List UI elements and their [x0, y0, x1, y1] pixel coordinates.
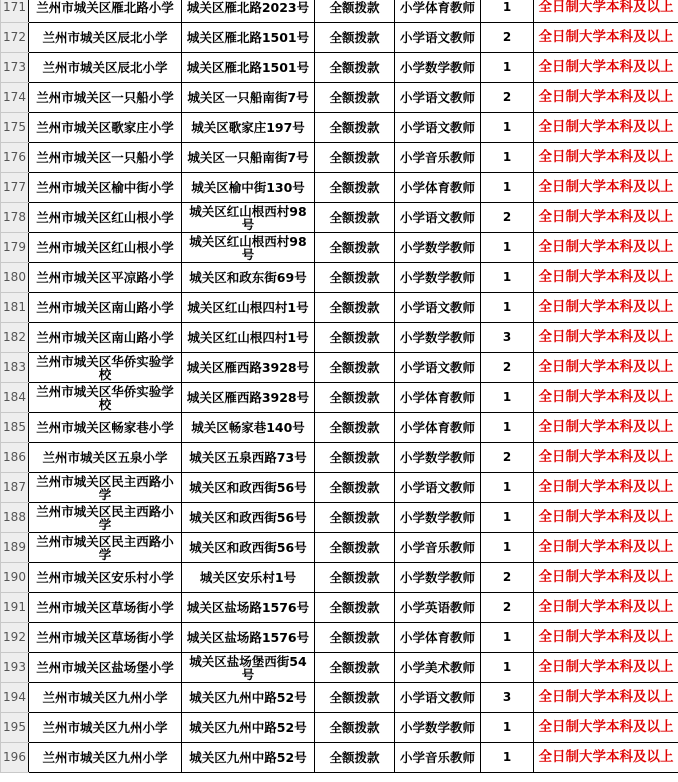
position-cell[interactable]: 小学语文教师	[395, 23, 481, 53]
table-row[interactable]	[1, 713, 678, 743]
row-number[interactable]: 195	[1, 713, 29, 743]
education-cell[interactable]: 全日制大学本科及以上	[534, 443, 678, 473]
school-cell[interactable]: 兰州市城关区安乐村小学	[29, 563, 182, 593]
education-cell[interactable]: 全日制大学本科及以上	[534, 743, 678, 773]
table-row[interactable]	[1, 113, 678, 143]
education-cell[interactable]: 全日制大学本科及以上	[534, 83, 678, 113]
position-cell[interactable]: 小学美术教师	[395, 653, 481, 683]
row-number[interactable]: 180	[1, 263, 29, 293]
position-cell[interactable]: 小学数学教师	[395, 233, 481, 263]
school-cell[interactable]: 兰州市城关区雁北路小学	[29, 0, 182, 23]
row-number[interactable]: 184	[1, 383, 29, 413]
funding-cell[interactable]: 全额拨款	[315, 533, 395, 563]
school-cell[interactable]: 兰州市城关区九州小学	[29, 683, 182, 713]
school-cell[interactable]: 兰州市城关区歌家庄小学	[29, 113, 182, 143]
count-cell[interactable]: 1	[481, 473, 534, 503]
table-row[interactable]	[1, 653, 678, 683]
address-cell[interactable]: 城关区盐场路1576号	[182, 623, 315, 653]
table-row[interactable]	[1, 593, 678, 623]
funding-cell[interactable]: 全额拨款	[315, 83, 395, 113]
funding-cell[interactable]: 全额拨款	[315, 473, 395, 503]
table-row[interactable]	[1, 683, 678, 713]
row-number[interactable]: 190	[1, 563, 29, 593]
position-cell[interactable]: 小学语文教师	[395, 203, 481, 233]
education-cell[interactable]: 全日制大学本科及以上	[534, 503, 678, 533]
table-row[interactable]	[1, 23, 678, 53]
address-cell[interactable]: 城关区红山根四村1号	[182, 323, 315, 353]
funding-cell[interactable]: 全额拨款	[315, 113, 395, 143]
school-cell[interactable]: 兰州市城关区华侨实验学校	[29, 353, 182, 383]
count-cell[interactable]: 1	[481, 293, 534, 323]
position-cell[interactable]: 小学体育教师	[395, 173, 481, 203]
school-cell[interactable]: 兰州市城关区红山根小学	[29, 233, 182, 263]
table-row[interactable]	[1, 623, 678, 653]
position-cell[interactable]: 小学数学教师	[395, 263, 481, 293]
school-cell[interactable]: 兰州市城关区一只船小学	[29, 83, 182, 113]
funding-cell[interactable]: 全额拨款	[315, 563, 395, 593]
address-cell[interactable]: 城关区安乐村1号	[182, 563, 315, 593]
count-cell[interactable]: 1	[481, 0, 534, 23]
education-cell[interactable]: 全日制大学本科及以上	[534, 683, 678, 713]
education-cell[interactable]: 全日制大学本科及以上	[534, 173, 678, 203]
row-number[interactable]: 191	[1, 593, 29, 623]
address-cell[interactable]: 城关区九州中路52号	[182, 743, 315, 773]
row-number[interactable]: 196	[1, 743, 29, 773]
position-cell[interactable]: 小学体育教师	[395, 0, 481, 23]
address-cell[interactable]: 城关区和政西街56号	[182, 503, 315, 533]
row-number[interactable]: 174	[1, 83, 29, 113]
address-cell[interactable]: 城关区雁北路1501号	[182, 23, 315, 53]
address-cell[interactable]: 城关区雁西路3928号	[182, 353, 315, 383]
education-cell[interactable]: 全日制大学本科及以上	[534, 233, 678, 263]
count-cell[interactable]: 1	[481, 743, 534, 773]
table-row[interactable]	[1, 143, 678, 173]
count-cell[interactable]: 1	[481, 53, 534, 83]
education-cell[interactable]: 全日制大学本科及以上	[534, 263, 678, 293]
table-row[interactable]	[1, 563, 678, 593]
row-number[interactable]: 187	[1, 473, 29, 503]
count-cell[interactable]: 2	[481, 443, 534, 473]
row-number[interactable]: 188	[1, 503, 29, 533]
funding-cell[interactable]: 全额拨款	[315, 683, 395, 713]
school-cell[interactable]: 兰州市城关区辰北小学	[29, 23, 182, 53]
school-cell[interactable]: 兰州市城关区九州小学	[29, 743, 182, 773]
count-cell[interactable]: 2	[481, 203, 534, 233]
position-cell[interactable]: 小学体育教师	[395, 623, 481, 653]
school-cell[interactable]: 兰州市城关区红山根小学	[29, 203, 182, 233]
count-cell[interactable]: 2	[481, 23, 534, 53]
education-cell[interactable]: 全日制大学本科及以上	[534, 53, 678, 83]
funding-cell[interactable]: 全额拨款	[315, 173, 395, 203]
education-cell[interactable]: 全日制大学本科及以上	[534, 203, 678, 233]
address-cell[interactable]: 城关区和政东街69号	[182, 263, 315, 293]
address-cell[interactable]: 城关区红山根四村1号	[182, 293, 315, 323]
row-number[interactable]: 183	[1, 353, 29, 383]
row-number[interactable]: 179	[1, 233, 29, 263]
table-row[interactable]	[1, 743, 678, 773]
school-cell[interactable]: 兰州市城关区南山路小学	[29, 293, 182, 323]
funding-cell[interactable]: 全额拨款	[315, 233, 395, 263]
table-row[interactable]	[1, 383, 678, 413]
address-cell[interactable]: 城关区雁西路3928号	[182, 383, 315, 413]
address-cell[interactable]: 城关区雁北路1501号	[182, 53, 315, 83]
education-cell[interactable]: 全日制大学本科及以上	[534, 353, 678, 383]
address-cell[interactable]: 城关区和政西街56号	[182, 473, 315, 503]
address-cell[interactable]: 城关区红山根西村98号	[182, 203, 315, 233]
position-cell[interactable]: 小学数学教师	[395, 323, 481, 353]
count-cell[interactable]: 2	[481, 353, 534, 383]
row-number[interactable]: 182	[1, 323, 29, 353]
count-cell[interactable]: 1	[481, 383, 534, 413]
position-cell[interactable]: 小学数学教师	[395, 563, 481, 593]
address-cell[interactable]: 城关区一只船南街7号	[182, 83, 315, 113]
count-cell[interactable]: 1	[481, 653, 534, 683]
table-row[interactable]	[1, 203, 678, 233]
education-cell[interactable]: 全日制大学本科及以上	[534, 293, 678, 323]
education-cell[interactable]: 全日制大学本科及以上	[534, 593, 678, 623]
school-cell[interactable]: 兰州市城关区民主西路小学	[29, 473, 182, 503]
position-cell[interactable]: 小学语文教师	[395, 473, 481, 503]
count-cell[interactable]: 3	[481, 683, 534, 713]
education-cell[interactable]: 全日制大学本科及以上	[534, 323, 678, 353]
row-number[interactable]: 171	[1, 0, 29, 23]
count-cell[interactable]: 1	[481, 233, 534, 263]
funding-cell[interactable]: 全额拨款	[315, 383, 395, 413]
table-row[interactable]	[1, 503, 678, 533]
funding-cell[interactable]: 全额拨款	[315, 23, 395, 53]
row-number[interactable]: 185	[1, 413, 29, 443]
position-cell[interactable]: 小学体育教师	[395, 383, 481, 413]
address-cell[interactable]: 城关区盐场路1576号	[182, 593, 315, 623]
position-cell[interactable]: 小学语文教师	[395, 353, 481, 383]
funding-cell[interactable]: 全额拨款	[315, 713, 395, 743]
funding-cell[interactable]: 全额拨款	[315, 443, 395, 473]
count-cell[interactable]: 2	[481, 593, 534, 623]
position-cell[interactable]: 小学数学教师	[395, 713, 481, 743]
position-cell[interactable]: 小学语文教师	[395, 683, 481, 713]
address-cell[interactable]: 城关区畅家巷140号	[182, 413, 315, 443]
row-number[interactable]: 176	[1, 143, 29, 173]
school-cell[interactable]: 兰州市城关区畅家巷小学	[29, 413, 182, 443]
funding-cell[interactable]: 全额拨款	[315, 293, 395, 323]
address-cell[interactable]: 城关区榆中街130号	[182, 173, 315, 203]
education-cell[interactable]: 全日制大学本科及以上	[534, 533, 678, 563]
funding-cell[interactable]: 全额拨款	[315, 263, 395, 293]
row-number[interactable]: 189	[1, 533, 29, 563]
education-cell[interactable]: 全日制大学本科及以上	[534, 23, 678, 53]
education-cell[interactable]: 全日制大学本科及以上	[534, 563, 678, 593]
funding-cell[interactable]: 全额拨款	[315, 653, 395, 683]
row-number[interactable]: 181	[1, 293, 29, 323]
position-cell[interactable]: 小学语文教师	[395, 83, 481, 113]
school-cell[interactable]: 兰州市城关区草场街小学	[29, 593, 182, 623]
address-cell[interactable]: 城关区九州中路52号	[182, 683, 315, 713]
address-cell[interactable]: 城关区雁北路2023号	[182, 0, 315, 23]
education-cell[interactable]: 全日制大学本科及以上	[534, 0, 678, 23]
funding-cell[interactable]: 全额拨款	[315, 623, 395, 653]
row-number[interactable]: 194	[1, 683, 29, 713]
address-cell[interactable]: 城关区盐场堡西街54号	[182, 653, 315, 683]
funding-cell[interactable]: 全额拨款	[315, 503, 395, 533]
position-cell[interactable]: 小学音乐教师	[395, 743, 481, 773]
count-cell[interactable]: 2	[481, 83, 534, 113]
position-cell[interactable]: 小学音乐教师	[395, 533, 481, 563]
address-cell[interactable]: 城关区和政西街56号	[182, 533, 315, 563]
education-cell[interactable]: 全日制大学本科及以上	[534, 383, 678, 413]
position-cell[interactable]: 小学数学教师	[395, 53, 481, 83]
school-cell[interactable]: 兰州市城关区南山路小学	[29, 323, 182, 353]
row-number[interactable]: 192	[1, 623, 29, 653]
education-cell[interactable]: 全日制大学本科及以上	[534, 713, 678, 743]
count-cell[interactable]: 1	[481, 503, 534, 533]
school-cell[interactable]: 兰州市城关区一只船小学	[29, 143, 182, 173]
funding-cell[interactable]: 全额拨款	[315, 353, 395, 383]
table-row[interactable]	[1, 353, 678, 383]
table-row[interactable]	[1, 53, 678, 83]
table-row[interactable]	[1, 293, 678, 323]
count-cell[interactable]: 1	[481, 533, 534, 563]
education-cell[interactable]: 全日制大学本科及以上	[534, 473, 678, 503]
table-row[interactable]	[1, 263, 678, 293]
school-cell[interactable]: 兰州市城关区榆中街小学	[29, 173, 182, 203]
school-cell[interactable]: 兰州市城关区民主西路小学	[29, 533, 182, 563]
address-cell[interactable]: 城关区歌家庄197号	[182, 113, 315, 143]
row-number[interactable]: 186	[1, 443, 29, 473]
education-cell[interactable]: 全日制大学本科及以上	[534, 143, 678, 173]
count-cell[interactable]: 1	[481, 413, 534, 443]
funding-cell[interactable]: 全额拨款	[315, 323, 395, 353]
funding-cell[interactable]: 全额拨款	[315, 0, 395, 23]
funding-cell[interactable]: 全额拨款	[315, 413, 395, 443]
address-cell[interactable]: 城关区红山根西村98号	[182, 233, 315, 263]
count-cell[interactable]: 1	[481, 713, 534, 743]
school-cell[interactable]: 兰州市城关区草场街小学	[29, 623, 182, 653]
school-cell[interactable]: 兰州市城关区九州小学	[29, 713, 182, 743]
count-cell[interactable]: 2	[481, 563, 534, 593]
table-row[interactable]	[1, 533, 678, 563]
table-row[interactable]	[1, 443, 678, 473]
position-cell[interactable]: 小学体育教师	[395, 413, 481, 443]
address-cell[interactable]: 城关区九州中路52号	[182, 713, 315, 743]
table-row[interactable]	[1, 413, 678, 443]
position-cell[interactable]: 小学语文教师	[395, 293, 481, 323]
funding-cell[interactable]: 全额拨款	[315, 593, 395, 623]
education-cell[interactable]: 全日制大学本科及以上	[534, 113, 678, 143]
table-row[interactable]	[1, 473, 678, 503]
row-number[interactable]: 175	[1, 113, 29, 143]
position-cell[interactable]: 小学数学教师	[395, 443, 481, 473]
address-cell[interactable]: 城关区一只船南街7号	[182, 143, 315, 173]
count-cell[interactable]: 1	[481, 143, 534, 173]
funding-cell[interactable]: 全额拨款	[315, 203, 395, 233]
position-cell[interactable]: 小学音乐教师	[395, 143, 481, 173]
position-cell[interactable]: 小学英语教师	[395, 593, 481, 623]
count-cell[interactable]: 1	[481, 113, 534, 143]
count-cell[interactable]: 1	[481, 623, 534, 653]
school-cell[interactable]: 兰州市城关区五泉小学	[29, 443, 182, 473]
funding-cell[interactable]: 全额拨款	[315, 53, 395, 83]
table-row[interactable]	[1, 0, 678, 23]
address-cell[interactable]: 城关区五泉西路73号	[182, 443, 315, 473]
school-cell[interactable]: 兰州市城关区辰北小学	[29, 53, 182, 83]
table-row[interactable]	[1, 323, 678, 353]
row-number[interactable]: 193	[1, 653, 29, 683]
position-cell[interactable]: 小学数学教师	[395, 503, 481, 533]
table-row[interactable]	[1, 173, 678, 203]
school-cell[interactable]: 兰州市城关区盐场堡小学	[29, 653, 182, 683]
school-cell[interactable]: 兰州市城关区平凉路小学	[29, 263, 182, 293]
row-number[interactable]: 173	[1, 53, 29, 83]
count-cell[interactable]: 1	[481, 173, 534, 203]
row-number[interactable]: 178	[1, 203, 29, 233]
row-number[interactable]: 177	[1, 173, 29, 203]
funding-cell[interactable]: 全额拨款	[315, 743, 395, 773]
row-number[interactable]: 172	[1, 23, 29, 53]
education-cell[interactable]: 全日制大学本科及以上	[534, 413, 678, 443]
count-cell[interactable]: 3	[481, 323, 534, 353]
table-row[interactable]	[1, 233, 678, 263]
education-cell[interactable]: 全日制大学本科及以上	[534, 653, 678, 683]
education-cell[interactable]: 全日制大学本科及以上	[534, 623, 678, 653]
table-row[interactable]	[1, 83, 678, 113]
position-cell[interactable]: 小学语文教师	[395, 113, 481, 143]
funding-cell[interactable]: 全额拨款	[315, 143, 395, 173]
school-cell[interactable]: 兰州市城关区民主西路小学	[29, 503, 182, 533]
count-cell[interactable]: 1	[481, 263, 534, 293]
school-cell[interactable]: 兰州市城关区华侨实验学校	[29, 383, 182, 413]
